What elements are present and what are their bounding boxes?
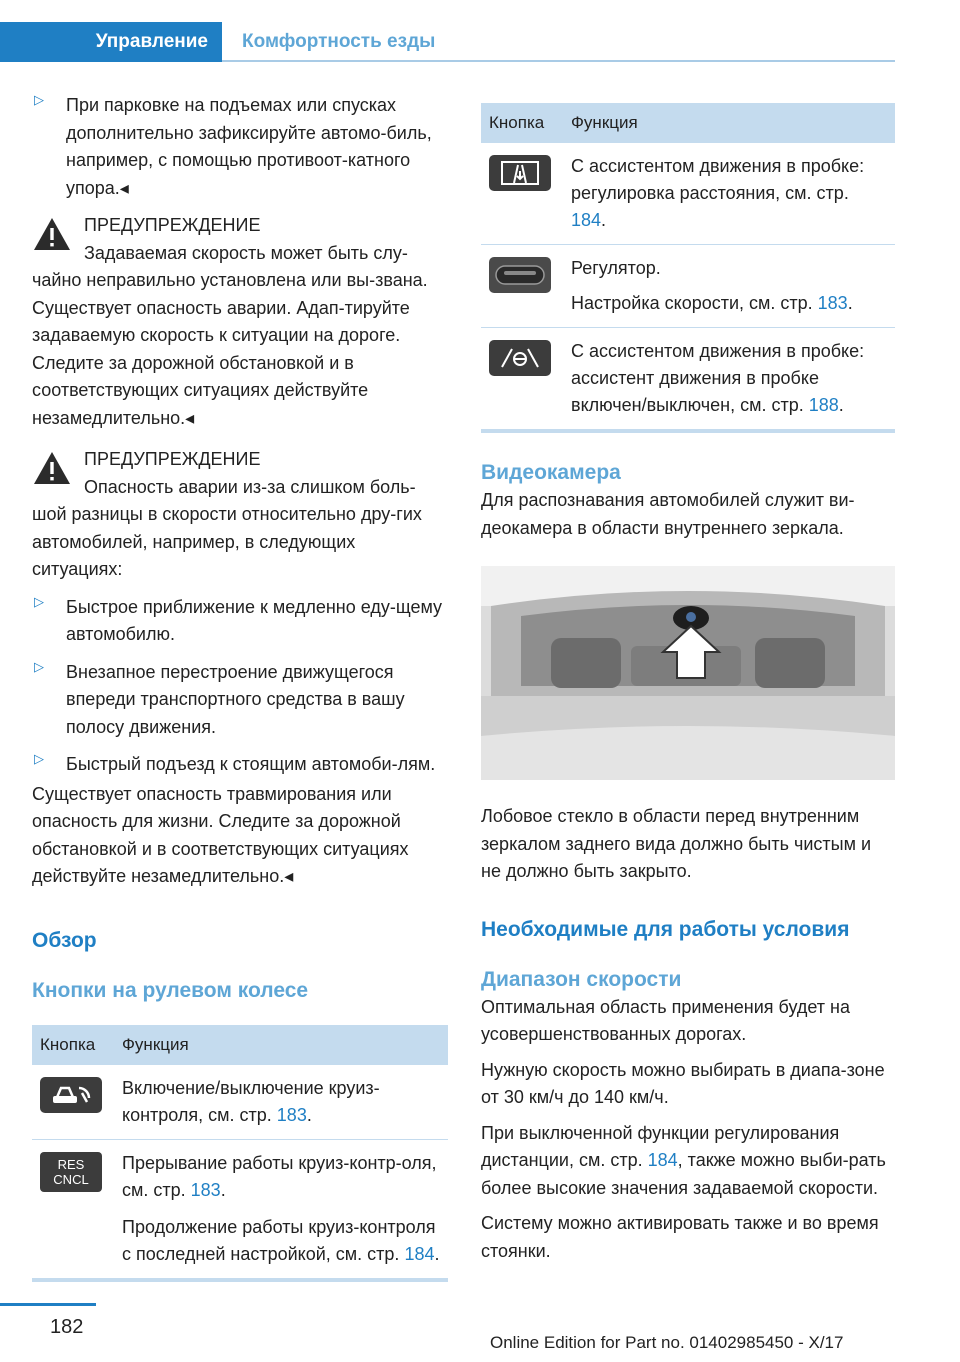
bullet-triangle-icon: ▷ [34,658,44,674]
bullet-text: Быстрое приближение к медленно еду-щему автомобилю. [66,596,443,644]
res-label: RES [57,1156,85,1172]
paragraph [481,1120,895,1203]
bullet-triangle-icon: ▷ [34,751,44,766]
page-link[interactable]: 183 [817,293,848,313]
buttons-table-continued [481,103,895,429]
windshield-camera-photo [481,566,895,780]
table-header-function: Функция [114,1025,448,1065]
tab-comfort[interactable]: Комфортность езды [242,31,436,52]
header-divider [222,60,895,62]
warning-closing: Существует опасность травмирования или опасность для жизни. Следите за дорожной обстановкой и в соответствующих ситуациях действуйте незамедлительно.◂ [32,783,409,886]
paragraph: Нужную скорость можно выбирать в диапа-зоне от 30 км/ч до 140 км/ч. [481,1059,885,1107]
warning-title: ПРЕДУПРЕЖДЕНИЕ [84,449,261,469]
warning-triangle-icon [32,450,72,486]
page-link[interactable]: 184 [571,210,602,230]
section-heading-overview: Обзор [32,928,97,952]
section-heading-conditions: Необходимые для работы условия [481,917,850,941]
cncl-label: CNCL [53,1171,89,1187]
section-heading-camera: Видеокамера [481,461,621,484]
table-bottom-rule [32,1278,448,1282]
table-row: Регулятор. Настройка скорости, см. стр. 183. [481,245,895,328]
page-link[interactable]: 184 [404,1243,435,1264]
page-number: 182 [50,1316,84,1338]
function-text: Прерывание работы круиз-контр-оля, см. стр. [122,1152,437,1200]
table-row: Включение/выключение круиз-контроля, см. стр. 183. [32,1065,448,1140]
table-header-function: Функция [563,103,895,143]
section-heading-buttons: Кнопки на рулевом колесе [32,978,309,1002]
warning-first-line: Задаваемая скорость может быть слу- [84,242,408,263]
warning-triangle-icon [32,216,72,252]
table-row: С ассистентом движения в пробке: регулировка расстояния, см. стр. 184. [481,143,895,245]
bullet-text: Быстрый подъезд к стоящим автомоби-лям. [66,754,436,774]
res-cncl-button-icon [40,1152,102,1192]
bullet-text: Внезапное перестроение движущегося впереди транспортного средства в вашу полосу движения. [66,661,405,737]
list-item [32,751,448,779]
section-heading-speed-range: Диапазон скорости [481,967,682,991]
paragraph: Систему можно активировать также и во время стоянки. [481,1213,879,1261]
edition-info: Online Edition for Part no. 01402985450 - X/17 [490,1333,844,1352]
table-row: С ассистентом движения в пробке: ассистент движения в пробке включен/выключен, см. стр. 188. [481,328,895,430]
warning-text: чайно неправильно установлена или вы-звана. Существует опасность аварии. Адап-тируйте задаваемую скорость к ситуации на дороге. Следите за дорожной обстановкой и в соответствующих ситуациях действуйте незамедлительно.◂ [32,270,428,428]
function-text: Регулятор. [571,258,661,278]
cruise-control-icon [40,1077,102,1113]
list-item [32,659,448,742]
bullet-triangle-icon: ▷ [34,593,44,609]
function-text: С ассистентом движения в пробке: ассистент движения в пробке включен/выключен, см. стр. [571,341,865,415]
buttons-table [32,1025,448,1278]
camera-description: Для распознавания автомобилей служит ви-деокамера в области внутреннего зеркала. [481,490,855,538]
list-item [32,594,448,649]
rocker-switch-icon [489,257,551,293]
paragraph-text: При выключенной функции регулирования дистанции, см. стр. [481,1122,840,1170]
windshield-note: Лобовое стекло в области перед внутренним зеркалом заднего вида должно быть чистым и не должно быть закрыто. [481,806,872,881]
list-item [32,92,448,202]
page-link[interactable]: 184 [647,1150,678,1170]
warning-text: шой разницы в скорости относительно дру-гих автомобилей, например, в следующих ситуациях: [32,504,422,579]
distance-control-icon [489,155,551,191]
function-text: Продолжение работы круиз-контроля с последней настройкой, см. стр. [122,1216,436,1264]
table-bottom-rule [481,429,895,433]
page-link[interactable]: 183 [276,1104,307,1125]
traffic-jam-assistant-icon [489,340,551,376]
warning-first-line: Опасность аварии из-за слишком боль- [84,476,416,497]
page-link[interactable]: 183 [190,1179,221,1200]
table-header-button: Кнопка [481,103,563,143]
warning-title: ПРЕДУПРЕЖДЕНИЕ [84,215,261,235]
table-row: RES CNCL Прерывание работы круиз-контр-оля, см. стр. 183. Продолжение работы круиз-контроля с последней настройкой, см. стр. 184. [32,1139,448,1278]
function-text: Настройка скорости, см. стр. [571,293,818,313]
left-column [32,92,448,1282]
table-header-button: Кнопка [32,1025,114,1065]
function-text: С ассистентом движения в пробке: регулировка расстояния, см. стр. [571,156,865,203]
header-bar [0,0,960,62]
footer-rule [0,1303,96,1306]
warning-block-1 [32,212,448,432]
warning-block-2 [32,446,448,891]
function-text: Включение/выключение круиз-контроля, см. стр. [122,1077,380,1125]
page-link[interactable]: 188 [808,395,839,415]
tab-control[interactable]: Управление [0,22,222,62]
paragraph: Оптимальная область применения будет на усовершенствованных дорогах. [481,996,850,1044]
paragraph-text: , также можно выби-рать более высокие значения задаваемой скорости. [481,1150,886,1198]
bullet-text: При парковке на подъемах или спусках дополнительно зафиксируйте автомо-биль, например, с помощью противоот-катного упора.◂ [66,95,432,198]
right-column [481,103,895,1265]
bullet-triangle-icon: ▷ [34,92,44,107]
